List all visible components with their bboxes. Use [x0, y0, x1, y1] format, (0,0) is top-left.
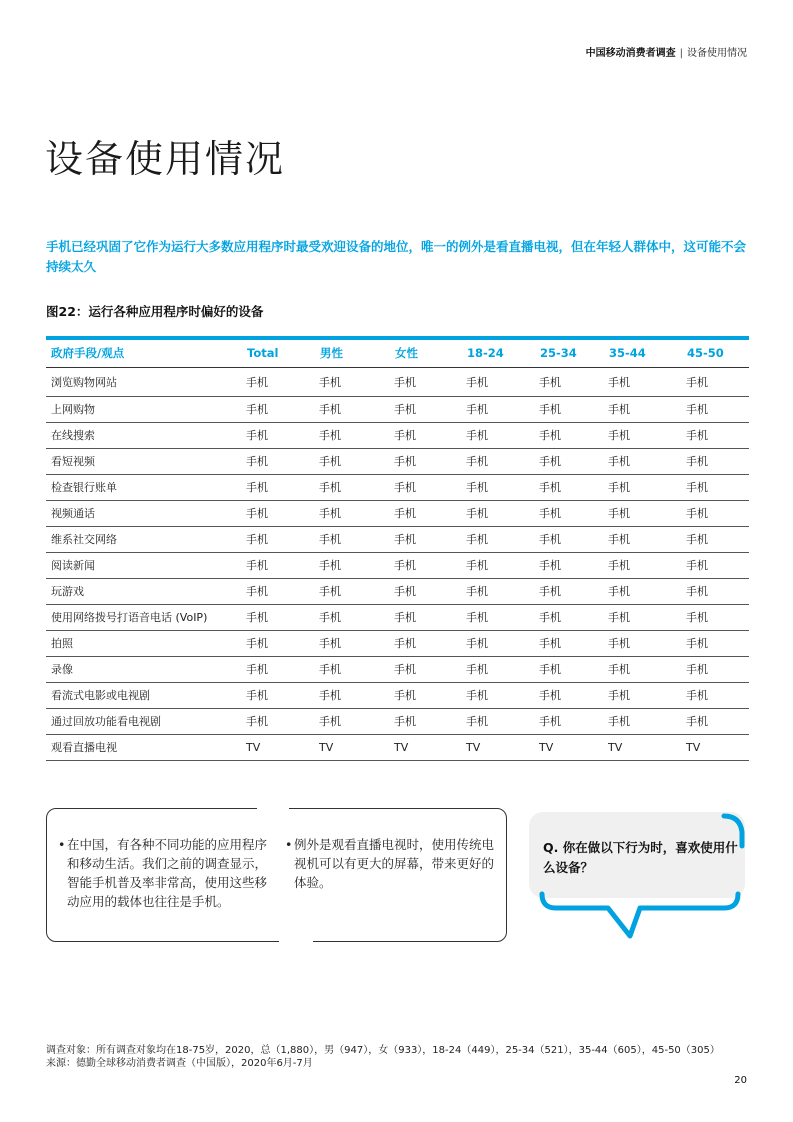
bullet-dot: • [58, 837, 66, 852]
device-table [46, 340, 749, 761]
table-cell: 手机 [313, 578, 388, 604]
table-cell: 手机 [533, 396, 602, 422]
table-cell: 手机 [602, 474, 680, 500]
table-cell: 手机 [240, 526, 313, 552]
table-row [46, 630, 749, 656]
table-row [46, 656, 749, 682]
table-cell: 手机 [240, 578, 313, 604]
table-cell: 手机 [388, 682, 460, 708]
column-header: 25-34 [533, 340, 602, 367]
table-cell: 手机 [460, 578, 533, 604]
table-cell: 手机 [680, 526, 749, 552]
section-name: 设备使用情况 [687, 48, 747, 59]
table-cell: 手机 [533, 526, 602, 552]
table-cell: 手机 [313, 367, 388, 396]
row-label: 浏览购物网站 [46, 367, 240, 396]
table-cell: 手机 [313, 630, 388, 656]
table-cell: 手机 [460, 526, 533, 552]
row-label: 看流式电影或电视剧 [46, 682, 240, 708]
table-cell: 手机 [602, 604, 680, 630]
table-cell: 手机 [602, 500, 680, 526]
table-cell: 手机 [533, 552, 602, 578]
page-number: 20 [734, 1075, 747, 1086]
table-cell: TV [313, 734, 388, 760]
table-cell: 手机 [313, 708, 388, 734]
table-cell: TV [240, 734, 313, 760]
footnote [46, 1044, 720, 1070]
table-cell: 手机 [313, 656, 388, 682]
table-cell: 手机 [240, 474, 313, 500]
row-label: 维系社交网络 [46, 526, 240, 552]
table-cell: 手机 [240, 552, 313, 578]
table-cell: 手机 [602, 552, 680, 578]
table-cell: 手机 [602, 526, 680, 552]
bullet-dot: • [285, 837, 293, 852]
table-cell: 手机 [313, 474, 388, 500]
table-cell: 手机 [240, 448, 313, 474]
question-text: Q. 你在做以下行为时，喜欢使用什么设备？ [543, 840, 738, 875]
row-label: 视频通话 [46, 500, 240, 526]
table-cell: 手机 [388, 656, 460, 682]
table-cell: 手机 [388, 396, 460, 422]
callout-gap-top [257, 806, 289, 812]
table-cell: 手机 [602, 630, 680, 656]
table-cell: 手机 [460, 604, 533, 630]
table-cell: 手机 [680, 500, 749, 526]
row-label: 使用网络拨号打语音电话 (VoIP) [46, 604, 240, 630]
table-cell: 手机 [313, 682, 388, 708]
table-cell: 手机 [533, 708, 602, 734]
table-row [46, 552, 749, 578]
table-cell: 手机 [533, 367, 602, 396]
row-label: 在线搜索 [46, 422, 240, 448]
table-cell: 手机 [680, 552, 749, 578]
table-cell: 手机 [460, 396, 533, 422]
table-row [46, 367, 749, 396]
column-header: 男性 [313, 340, 388, 367]
column-header: 18-24 [460, 340, 533, 367]
table-cell: 手机 [313, 448, 388, 474]
bullet-text: 例外是观看直播电视时，使用传统电视机可以有更大的屏幕，带来更好的体验。 [294, 837, 495, 890]
table-cell: 手机 [313, 526, 388, 552]
table-cell: 手机 [460, 500, 533, 526]
table-cell: 手机 [680, 448, 749, 474]
table-cell: 手机 [533, 630, 602, 656]
table-cell: TV [460, 734, 533, 760]
column-header: 45-50 [680, 340, 749, 367]
table-cell: 手机 [533, 656, 602, 682]
row-label: 检查银行账单 [46, 474, 240, 500]
table-cell: 手机 [533, 578, 602, 604]
table-cell: 手机 [460, 682, 533, 708]
row-label: 阅读新闻 [46, 552, 240, 578]
table-cell: 手机 [680, 474, 749, 500]
table-cell: 手机 [313, 422, 388, 448]
footnote-respondents: 调查对象：所有调查对象均在18-75岁，2020，总（1,880），男（947），女（933），18-24（449），25-34（521），35-44（605），45-50（305） [46, 1045, 720, 1056]
table-row [46, 474, 749, 500]
table-cell: 手机 [240, 708, 313, 734]
table-cell: TV [533, 734, 602, 760]
callout-bullet [285, 835, 500, 892]
table-cell: 手机 [388, 578, 460, 604]
table-cell: 手机 [313, 500, 388, 526]
table-cell: 手机 [533, 604, 602, 630]
table-cell: 手机 [680, 604, 749, 630]
table-row [46, 708, 749, 734]
row-label: 看短视频 [46, 448, 240, 474]
table-body [46, 367, 749, 760]
table-cell: 手机 [460, 448, 533, 474]
table-cell: 手机 [240, 682, 313, 708]
table-row [46, 734, 749, 760]
device-preference-table [46, 336, 749, 761]
row-label: 录像 [46, 656, 240, 682]
column-header: 政府手段/观点 [46, 340, 240, 367]
table-cell: 手机 [313, 552, 388, 578]
table-cell: 手机 [460, 656, 533, 682]
table-header-row [46, 340, 749, 367]
table-cell: 手机 [533, 500, 602, 526]
table-cell: 手机 [388, 708, 460, 734]
table-row [46, 578, 749, 604]
table-cell: 手机 [602, 708, 680, 734]
table-cell: 手机 [680, 396, 749, 422]
table-cell: 手机 [388, 474, 460, 500]
table-cell: 手机 [240, 500, 313, 526]
table-cell: 手机 [313, 396, 388, 422]
table-cell: 手机 [602, 396, 680, 422]
table-cell: 手机 [680, 422, 749, 448]
table-cell: 手机 [460, 552, 533, 578]
table-cell: 手机 [388, 448, 460, 474]
table-cell: 手机 [460, 367, 533, 396]
table-cell: 手机 [680, 708, 749, 734]
table-cell: 手机 [602, 656, 680, 682]
table-cell: 手机 [680, 682, 749, 708]
table-cell: 手机 [240, 422, 313, 448]
table-cell: 手机 [240, 630, 313, 656]
table-cell: 手机 [388, 552, 460, 578]
table-cell: 手机 [680, 367, 749, 396]
table-row [46, 448, 749, 474]
table-row [46, 682, 749, 708]
table-cell: 手机 [240, 656, 313, 682]
table-cell: 手机 [240, 604, 313, 630]
table-cell: 手机 [460, 474, 533, 500]
table-cell: 手机 [388, 630, 460, 656]
table-cell: TV [602, 734, 680, 760]
row-label: 拍照 [46, 630, 240, 656]
table-cell: TV [680, 734, 749, 760]
row-label: 通过回放功能看电视剧 [46, 708, 240, 734]
table-row [46, 500, 749, 526]
column-header: 35-44 [602, 340, 680, 367]
table-cell: 手机 [533, 422, 602, 448]
table-cell: 手机 [388, 367, 460, 396]
running-header [586, 44, 747, 59]
table-cell: 手机 [680, 578, 749, 604]
table-row [46, 604, 749, 630]
table-cell: 手机 [602, 448, 680, 474]
footnote-source: 来源：德勤全球移动消费者调查（中国版），2020年6月-7月 [46, 1058, 313, 1069]
bullet-text: 在中国，有各种不同功能的应用程序和移动生活。我们之前的调查显示，智能手机普及率非常高，使用这些移动应用的载体也往往是手机。 [67, 837, 268, 909]
table-cell: 手机 [680, 656, 749, 682]
row-label: 上网购物 [46, 396, 240, 422]
table-cell: 手机 [388, 604, 460, 630]
table-cell: 手机 [533, 448, 602, 474]
table-cell: 手机 [602, 578, 680, 604]
lead-paragraph: 手机已经巩固了它作为运行大多数应用程序时最受欢迎设备的地位，唯一的例外是看直播电视，但在年轻人群体中，这可能不会持续太久 [46, 239, 747, 274]
table-row [46, 526, 749, 552]
header-separator: | [679, 48, 683, 59]
table-cell: 手机 [388, 526, 460, 552]
table-cell: 手机 [240, 396, 313, 422]
callout-bullet [58, 835, 273, 911]
table-row [46, 396, 749, 422]
table-cell: 手机 [680, 630, 749, 656]
table-cell: 手机 [460, 708, 533, 734]
column-header: 女性 [388, 340, 460, 367]
page-title: 设备使用情况 [45, 137, 286, 181]
table-cell: TV [388, 734, 460, 760]
table-cell: 手机 [313, 604, 388, 630]
table-cell: 手机 [602, 422, 680, 448]
table-cell: 手机 [533, 682, 602, 708]
table-cell: 手机 [460, 422, 533, 448]
table-cell: 手机 [460, 630, 533, 656]
table-cell: 手机 [388, 500, 460, 526]
callout-gap-bottom [279, 938, 313, 944]
table-cell: 手机 [602, 367, 680, 396]
table-cell: 手机 [240, 367, 313, 396]
report-name: 中国移动消费者调查 [585, 48, 676, 59]
row-label: 观看直播电视 [46, 734, 240, 760]
table-cell: 手机 [388, 422, 460, 448]
figure-title: 图22：运行各种应用程序时偏好的设备 [46, 304, 264, 319]
table-cell: 手机 [602, 682, 680, 708]
table-row [46, 422, 749, 448]
table-cell: 手机 [533, 474, 602, 500]
row-label: 玩游戏 [46, 578, 240, 604]
column-header: Total [240, 340, 313, 367]
